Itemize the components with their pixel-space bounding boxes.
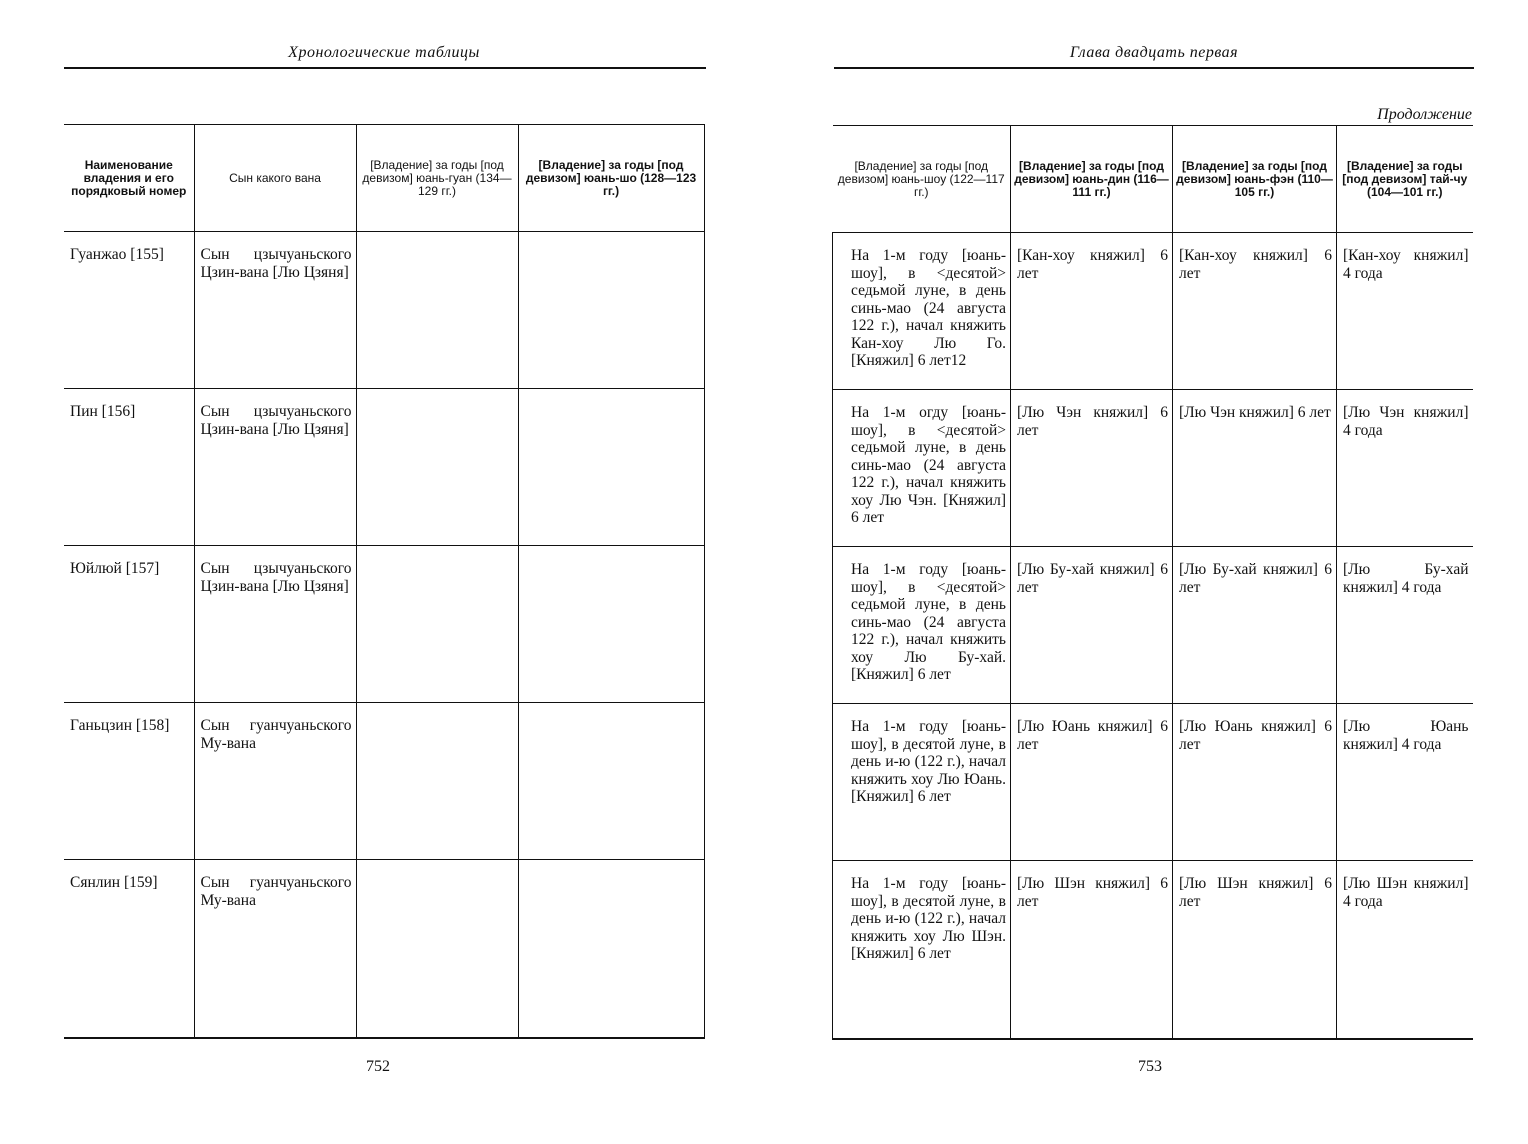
table-row — [64, 703, 704, 860]
empty-cell — [518, 546, 704, 703]
right-page — [764, 0, 1528, 1144]
table-row — [64, 232, 704, 389]
table-row — [833, 233, 1473, 390]
tai-chu-cell: [Лю Бу-хай княжил] 4 года — [1337, 547, 1473, 704]
father-cell: Сын цзычуаньского Цзин-вана [Лю Цзяня] — [194, 389, 356, 546]
yuan-ding-cell: [Лю Шэн княжил] 6 лет — [1011, 861, 1173, 1039]
yuan-shou-cell: На 1-м году [юань-шоу], в <десятой> седьмой луне, в день синь-мао (24 августа 122 г.), начал княжить Кан-хоу Лю Го. [Княжил] 6 лет12 — [833, 233, 1011, 390]
yuan-feng-cell: [Лю Юань княжил] 6 лет — [1173, 704, 1337, 861]
yuan-ding-cell: [Лю Чэн княжил] 6 лет — [1011, 390, 1173, 547]
empty-cell — [356, 232, 518, 389]
table-row — [64, 546, 704, 703]
column-header-yuan-ding: [Владение] за годы [под девизом] юань-дин (116—111 гг.) — [1011, 126, 1173, 233]
tai-chu-cell: [Лю Шэн княжил] 4 года — [1337, 861, 1473, 1039]
domain-cell: Юйлюй [157] — [64, 546, 194, 703]
empty-cell — [518, 860, 704, 1038]
column-header-tai-chu: [Владение] за годы [под девизом] тай-чу (104—101 гг.) — [1337, 126, 1473, 233]
father-cell: Сын цзычуаньского Цзин-вана [Лю Цзяня] — [194, 232, 356, 389]
domain-cell: Ганьцзин [158] — [64, 703, 194, 860]
yuan-ding-cell: [Лю Бу-хай княжил] 6 лет — [1011, 547, 1173, 704]
empty-cell — [518, 703, 704, 860]
yuan-shou-cell: На 1-м году [юань-шоу], в десятой луне, в день и-ю (122 г.), начал княжить хоу Лю Шэн. [Княжил] 6 лет — [833, 861, 1011, 1039]
column-header-yuan-guan: [Владение] за годы [под девизом] юань-гуан (134—129 гг.) — [356, 125, 518, 232]
yuan-shou-cell: На 1-м огду [юань-шоу], в <десятой> седьмой луне, в день синь-мао (24 августа 122 г.), начал княжить хоу Лю Чэн. [Княжил] 6 лет — [833, 390, 1011, 547]
empty-cell — [518, 232, 704, 389]
column-header-yuan-feng: [Владение] за годы [под девизом] юань-фэн (110—105 гг.) — [1173, 126, 1337, 233]
header-rule — [64, 67, 706, 69]
page-number: 752 — [366, 1058, 390, 1075]
yuan-feng-cell: [Кан-хоу княжил] 6 лет — [1173, 233, 1337, 390]
yuan-feng-cell: [Лю Шэн княжил] 6 лет — [1173, 861, 1337, 1039]
column-header-yuan-shou: [Владение] за годы [под девизом] юань-шоу (122—117 гг.) — [833, 126, 1011, 233]
table-row — [833, 390, 1473, 547]
tai-chu-cell: [Лю Чэн княжил] 4 года — [1337, 390, 1473, 547]
column-header-father: Сын какого вана — [194, 125, 356, 232]
table-row — [833, 704, 1473, 861]
empty-cell — [356, 703, 518, 860]
empty-cell — [356, 389, 518, 546]
domain-cell: Гуанжао [155] — [64, 232, 194, 389]
empty-cell — [356, 860, 518, 1038]
yuan-feng-cell: [Лю Бу-хай княжил] 6 лет — [1173, 547, 1337, 704]
page-header: Хронологические таблицы — [288, 44, 480, 61]
father-cell: Сын гуанчуаньского Му-вана — [194, 860, 356, 1038]
yuan-ding-cell: [Лю Юань княжил] 6 лет — [1011, 704, 1173, 861]
continuation-label: Продолжение — [1377, 106, 1472, 123]
header-rule — [834, 67, 1474, 69]
empty-cell — [356, 546, 518, 703]
yuan-shou-cell: На 1-м году [юань-шоу], в десятой луне, в день и-ю (122 г.), начал княжить хоу Лю Юань. [Княжил] 6 лет — [833, 704, 1011, 861]
tai-chu-cell: [Кан-хоу княжил] 4 года — [1337, 233, 1473, 390]
table-row — [64, 389, 704, 546]
page-header: Глава двадцать первая — [1069, 44, 1239, 61]
tai-chu-cell: [Лю Юань княжил] 4 года — [1337, 704, 1473, 861]
column-header-yuan-shuo: [Владение] за годы [под девизом] юань-шо (128—123 гг.) — [518, 125, 704, 232]
yuan-feng-cell: [Лю Чэн княжил] 6 лет — [1173, 390, 1337, 547]
yuan-shou-cell: На 1-м году [юань-шоу], в <десятой> седьмой луне, в день синь-мао (24 августа 122 г.), начал княжить хоу Лю Бу-хай. [Княжил] 6 лет — [833, 547, 1011, 704]
page-number: 753 — [1138, 1058, 1162, 1075]
domain-cell: Сянлин [159] — [64, 860, 194, 1038]
yuan-ding-cell: [Кан-хоу княжил] 6 лет — [1011, 233, 1173, 390]
chronology-table-continued — [832, 125, 1473, 1040]
father-cell: Сын цзычуаньского Цзин-вана [Лю Цзяня] — [194, 546, 356, 703]
father-cell: Сын гуанчуаньского Му-вана — [194, 703, 356, 860]
table-row — [833, 861, 1473, 1039]
table-row — [64, 860, 704, 1038]
chronology-table — [64, 124, 705, 1039]
column-header-domain: Наименование владения и его порядковый номер — [64, 125, 194, 232]
domain-cell: Пин [156] — [64, 389, 194, 546]
table-row — [833, 547, 1473, 704]
empty-cell — [518, 389, 704, 546]
